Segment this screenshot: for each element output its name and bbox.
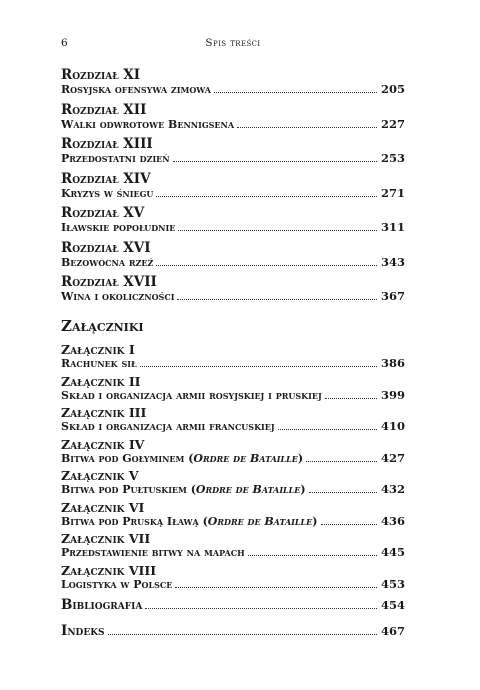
page-ref: 427 [380, 450, 405, 465]
page-ref: 436 [380, 513, 405, 528]
chapter-title: Bezowocna rzeź [61, 255, 154, 269]
chapter-label: Rozdział XVI [61, 239, 151, 256]
index-title: Indeks [61, 622, 105, 639]
dot-leader [178, 230, 377, 231]
appendix-title [61, 483, 306, 496]
appendix-label: Załącznik VII [61, 531, 151, 546]
page-ref: 205 [380, 82, 405, 96]
dot-leader [248, 555, 377, 556]
appendix-label: Załącznik I [61, 342, 135, 357]
dot-leader [140, 366, 377, 367]
dot-leader [214, 92, 377, 93]
toc-entry-appendix-3[interactable] [61, 406, 405, 433]
page-ref: 271 [380, 185, 405, 200]
dot-leader [175, 587, 377, 588]
toc-entry-chapter-15[interactable] [61, 206, 405, 234]
toc-entry-chapter-11[interactable] [61, 68, 405, 96]
page-number: 6 [61, 37, 68, 49]
dot-leader [321, 524, 377, 525]
chapter-title: Wina i okoliczności [61, 290, 175, 303]
toc-entry-appendix-8[interactable] [61, 564, 405, 591]
appendix-title: Skład i organizacja armii rosyjskiej i pruskiej [61, 388, 322, 402]
appendix-title: Skład i organizacja armii francuskiej [61, 420, 275, 433]
toc-entry-chapter-16[interactable] [61, 241, 405, 269]
appendix-title: Przedstawienie bitwy na mapach [61, 546, 245, 559]
page-ref: 253 [380, 151, 405, 165]
dot-leader [278, 429, 377, 430]
appendix-title: Rachunek sił [61, 357, 137, 370]
appendix-title-text: Bitwa pod Pruską Iławą ( [61, 514, 208, 528]
toc-entry-chapter-14[interactable] [61, 172, 405, 200]
toc-entry-index[interactable] [61, 623, 405, 639]
chapter-label: Rozdział XIII [61, 136, 153, 152]
toc-entry-appendix-4[interactable] [61, 438, 405, 465]
appendix-title-close: ) [300, 483, 306, 496]
toc-entry-appendix-1[interactable] [61, 343, 405, 370]
chapter-label: Rozdział XII [61, 101, 147, 118]
toc-entry-chapter-17[interactable] [61, 275, 405, 303]
appendix-title-text: Bitwa pod Gołyminem ( [61, 451, 194, 465]
appendices-heading: Załączniki [61, 317, 144, 335]
toc-entry-chapter-13[interactable] [61, 137, 405, 165]
page-ref: 454 [380, 597, 405, 612]
appendix-title-italic: Ordre de Bataille [193, 451, 298, 465]
page-ref: 432 [380, 482, 405, 496]
appendix-label: Załącznik VI [61, 499, 145, 515]
bibliography-title: Bibliografia [61, 596, 143, 613]
appendix-label: Załącznik III [61, 405, 147, 420]
dot-leader [325, 398, 377, 399]
page-ref: 410 [380, 419, 405, 433]
chapter-title: Walki odwrotowe Bennigsena [61, 117, 235, 131]
dot-leader [309, 492, 377, 493]
dot-leader [173, 161, 377, 162]
toc-entry-appendix-7[interactable] [61, 532, 405, 559]
appendix-label: Załącznik IV [61, 436, 145, 452]
running-head-title: Spis treści [205, 37, 261, 49]
toc-entry-chapter-12[interactable] [61, 103, 405, 131]
page-ref: 343 [380, 254, 405, 269]
running-head [61, 37, 405, 51]
chapter-title: Kryzys w śniegu [61, 186, 154, 200]
chapter-title: Rosyjska ofensywa zimowa [61, 83, 211, 96]
toc-entry-appendix-2[interactable] [61, 375, 405, 402]
appendix-title-close: ) [297, 451, 304, 465]
dot-leader [156, 196, 377, 197]
appendix-title [61, 452, 303, 465]
appendix-label: Załącznik VIII [61, 562, 157, 578]
chapter-label: Rozdział XVII [61, 274, 157, 290]
chapter-label: Rozdział XIV [61, 170, 151, 187]
dot-leader [306, 461, 377, 462]
dot-leader [145, 608, 377, 609]
dot-leader [237, 127, 377, 128]
appendix-label: Załącznik II [61, 373, 141, 389]
appendix-label: Załącznik V [61, 468, 139, 483]
appendix-title-close: ) [312, 514, 318, 528]
appendix-title-italic: Ordre de Bataille [195, 483, 301, 496]
appendix-title-text: Bitwa pod Pułtuskiem ( [61, 483, 196, 496]
toc-entry-appendix-6[interactable] [61, 501, 405, 528]
page-ref: 311 [380, 220, 405, 234]
page-ref: 467 [380, 623, 405, 638]
page-ref: 386 [380, 356, 405, 370]
page-ref: 453 [380, 576, 405, 591]
appendix-title: Logistyka w Polsce [61, 577, 173, 591]
dot-leader [108, 634, 377, 635]
appendix-title-italic: Ordre de Bataille [207, 514, 313, 528]
chapter-label: Rozdział XV [61, 205, 145, 221]
appendix-title [61, 515, 318, 528]
page-ref: 445 [380, 545, 405, 559]
toc-entry-appendix-5[interactable] [61, 469, 405, 496]
table-of-contents [61, 68, 405, 645]
dot-leader [177, 299, 377, 300]
page-ref: 399 [380, 387, 405, 402]
chapter-label: Rozdział XI [61, 67, 141, 83]
chapter-title: Przedostatni dzień [61, 152, 170, 165]
chapter-title: Iławskie popołudnie [61, 221, 176, 234]
toc-entry-bibliography[interactable] [61, 597, 405, 613]
dot-leader [156, 265, 377, 266]
page-ref: 227 [380, 116, 405, 131]
page-ref: 367 [380, 289, 405, 303]
